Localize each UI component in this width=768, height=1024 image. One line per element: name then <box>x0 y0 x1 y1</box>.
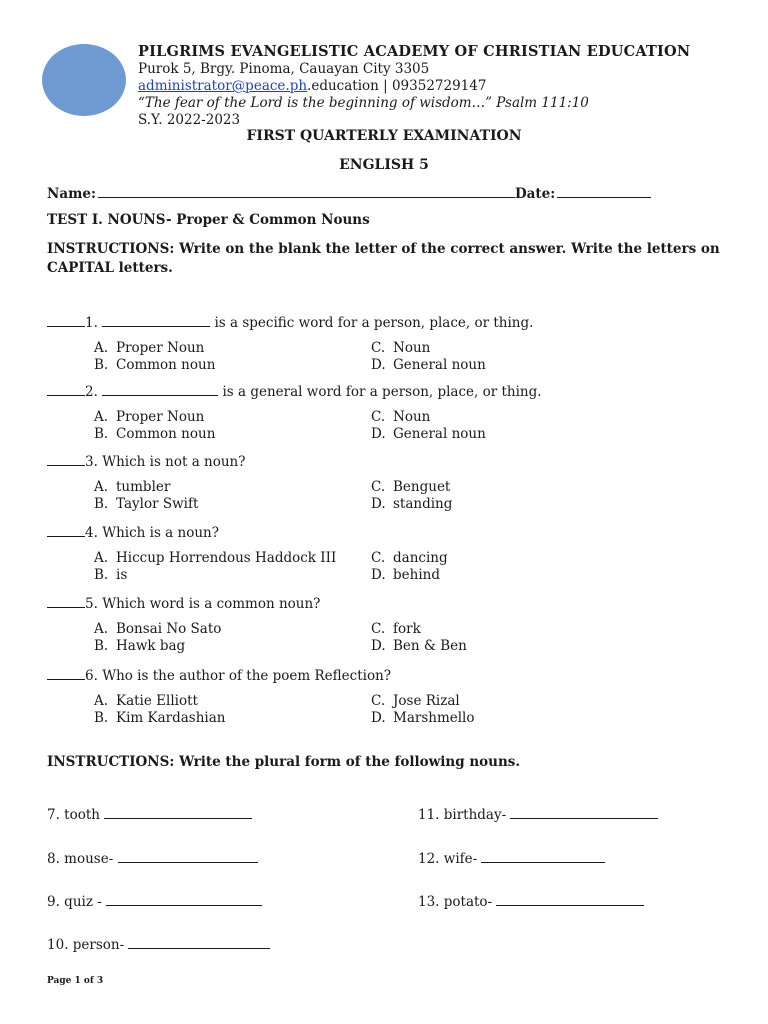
choice-d[interactable] <box>371 638 467 654</box>
school-logo <box>42 44 126 116</box>
choice-letter: C. <box>371 479 386 495</box>
contact-line <box>138 78 486 94</box>
choice-text: Jose Rizal <box>393 693 460 709</box>
test1-title: TEST I. NOUNS- Proper & Common Nouns <box>47 212 370 228</box>
date-label: Date: <box>514 186 556 202</box>
name-date-row <box>47 185 651 202</box>
choice-text: Common noun <box>116 357 216 373</box>
name-field[interactable] <box>98 185 515 198</box>
choice-letter: D. <box>371 567 386 583</box>
choice-a[interactable] <box>94 550 336 566</box>
plural-label: 11. birthday- <box>418 807 507 823</box>
fill-in-blank[interactable] <box>102 314 210 327</box>
answer-blank-1[interactable] <box>47 314 85 327</box>
choice-letter: A. <box>94 621 109 637</box>
choice-b[interactable] <box>94 638 185 654</box>
choice-c[interactable] <box>371 693 460 709</box>
answer-blank-2[interactable] <box>47 383 85 396</box>
choice-text: Benguet <box>393 479 451 495</box>
question-number: 1. <box>85 315 98 331</box>
choice-letter: D. <box>371 710 386 726</box>
plural-label: 10. person- <box>47 937 125 953</box>
choice-letter: B. <box>94 567 109 583</box>
choice-letter: A. <box>94 409 109 425</box>
name-label: Name: <box>47 186 96 202</box>
choice-b[interactable] <box>94 496 198 512</box>
question-5 <box>47 595 320 612</box>
choice-text: behind <box>393 567 440 583</box>
choice-text: Proper Noun <box>116 340 205 356</box>
fill-in-blank[interactable] <box>102 383 218 396</box>
choice-letter: D. <box>371 426 386 442</box>
answer-blank-5[interactable] <box>47 595 85 608</box>
question-text: is a specific word for a person, place, or thing. <box>210 315 534 331</box>
email-link[interactable]: administrator@peace.ph <box>138 78 308 94</box>
plural-label: 12. wife- <box>418 851 478 867</box>
choice-c[interactable] <box>371 340 430 356</box>
choice-c[interactable] <box>371 550 448 566</box>
choice-letter: B. <box>94 426 109 442</box>
question-text: Who is the author of the poem Reflection? <box>102 668 392 684</box>
page-footer: Page 1 of 3 <box>47 976 104 986</box>
choice-letter: B. <box>94 710 109 726</box>
exam-title: FIRST QUARTERLY EXAMINATION <box>246 128 522 144</box>
choice-letter: A. <box>94 550 109 566</box>
choice-c[interactable] <box>371 621 421 637</box>
answer-blank-4[interactable] <box>47 524 85 537</box>
choice-text: General noun <box>393 357 486 373</box>
choice-text: is <box>116 567 128 583</box>
plural-item <box>47 806 252 823</box>
school-name: PILGRIMS EVANGELISTIC ACADEMY OF CHRISTIAN EDUCATION <box>138 43 691 60</box>
plural-answer-blank[interactable] <box>481 850 605 863</box>
answer-blank-3[interactable] <box>47 453 85 466</box>
school-year: S.Y. 2022-2023 <box>138 112 241 128</box>
question-number: 2. <box>85 384 98 400</box>
choice-letter: A. <box>94 693 109 709</box>
question-1 <box>47 314 533 331</box>
question-number: 6. <box>85 668 98 684</box>
choice-text: Common noun <box>116 426 216 442</box>
test1-instructions: INSTRUCTIONS: Write on the blank the letter of the correct answer. Write the letters on CAPITAL letters. <box>47 241 720 276</box>
choice-text: fork <box>393 621 421 637</box>
choice-letter: C. <box>371 340 386 356</box>
choice-letter: A. <box>94 340 109 356</box>
plural-label: 7. tooth <box>47 807 100 823</box>
choice-a[interactable] <box>94 693 198 709</box>
choice-letter: D. <box>371 638 386 654</box>
choice-letter: C. <box>371 693 386 709</box>
choice-text: Noun <box>393 340 431 356</box>
choice-text: Kim Kardashian <box>116 710 226 726</box>
choice-text: tumbler <box>116 479 171 495</box>
choice-letter: B. <box>94 496 109 512</box>
answer-blank-6[interactable] <box>47 667 85 680</box>
plural-label: 8. mouse- <box>47 851 114 867</box>
choice-text: Noun <box>393 409 431 425</box>
choice-letter: B. <box>94 357 109 373</box>
choice-text: Hawk bag <box>116 638 186 654</box>
plural-item <box>418 806 658 823</box>
choice-letter: C. <box>371 550 386 566</box>
choice-text: Marshmello <box>393 710 475 726</box>
choice-b[interactable] <box>94 567 127 583</box>
choice-d[interactable] <box>371 710 475 726</box>
choice-d[interactable] <box>371 357 486 373</box>
plural-item <box>47 893 262 910</box>
choice-b[interactable] <box>94 357 215 373</box>
choice-letter: C. <box>371 409 386 425</box>
exam-subject: ENGLISH 5 <box>339 157 429 173</box>
choice-d[interactable] <box>371 496 452 512</box>
choice-a[interactable] <box>94 621 221 637</box>
plural-item <box>418 893 644 910</box>
choice-text: Katie Elliott <box>116 693 198 709</box>
plural-label: 9. quiz - <box>47 894 102 910</box>
plural-answer-blank[interactable] <box>118 850 258 863</box>
plural-answer-blank[interactable] <box>496 893 644 906</box>
choice-letter: A. <box>94 479 109 495</box>
choice-c[interactable] <box>371 479 450 495</box>
question-number: 3. <box>85 454 98 470</box>
plural-answer-blank[interactable] <box>128 936 270 949</box>
choice-letter: D. <box>371 357 386 373</box>
plural-label: 13. potato- <box>418 894 493 910</box>
question-text: Which word is a common noun? <box>102 596 321 612</box>
choice-a[interactable] <box>94 479 170 495</box>
choice-d[interactable] <box>371 567 440 583</box>
choice-text: Taylor Swift <box>116 496 199 512</box>
plural-item <box>47 936 270 953</box>
choice-a[interactable] <box>94 340 204 356</box>
plural-answer-blank[interactable] <box>106 893 262 906</box>
choice-letter: D. <box>371 496 386 512</box>
choice-b[interactable] <box>94 710 225 726</box>
plural-answer-blank[interactable] <box>104 806 252 819</box>
choice-text: Proper Noun <box>116 409 205 425</box>
school-address: Purok 5, Brgy. Pinoma, Cauayan City 3305 <box>138 61 430 77</box>
plural-item <box>47 850 258 867</box>
choice-text: Ben & Ben <box>393 638 467 654</box>
choice-letter: C. <box>371 621 386 637</box>
choice-letter: B. <box>94 638 109 654</box>
school-motto: “The fear of the Lord is the beginning of wisdom…” Psalm 111:10 <box>138 95 589 111</box>
question-4 <box>47 524 219 541</box>
choice-text: General noun <box>393 426 486 442</box>
choice-text: dancing <box>393 550 448 566</box>
plural-item <box>418 850 605 867</box>
question-text: is a general word for a person, place, or thing. <box>218 384 542 400</box>
choice-text: Bonsai No Sato <box>116 621 222 637</box>
question-number: 4. <box>85 525 98 541</box>
choice-text: standing <box>393 496 453 512</box>
contact-rest: .education | 09352729147 <box>307 78 487 94</box>
plural-answer-blank[interactable] <box>510 806 658 819</box>
question-number: 5. <box>85 596 98 612</box>
test2-instructions: INSTRUCTIONS: Write the plural form of the following nouns. <box>47 754 521 770</box>
choice-text: Hiccup Horrendous Haddock III <box>116 550 337 566</box>
question-2 <box>47 383 542 400</box>
choice-a[interactable] <box>94 409 204 425</box>
question-text: Which is a noun? <box>102 525 219 541</box>
choice-d[interactable] <box>371 426 486 442</box>
choice-c[interactable] <box>371 409 430 425</box>
date-field[interactable] <box>557 185 651 198</box>
question-text: Which is not a noun? <box>102 454 246 470</box>
question-6 <box>47 667 391 684</box>
choice-b[interactable] <box>94 426 215 442</box>
question-3 <box>47 453 246 470</box>
